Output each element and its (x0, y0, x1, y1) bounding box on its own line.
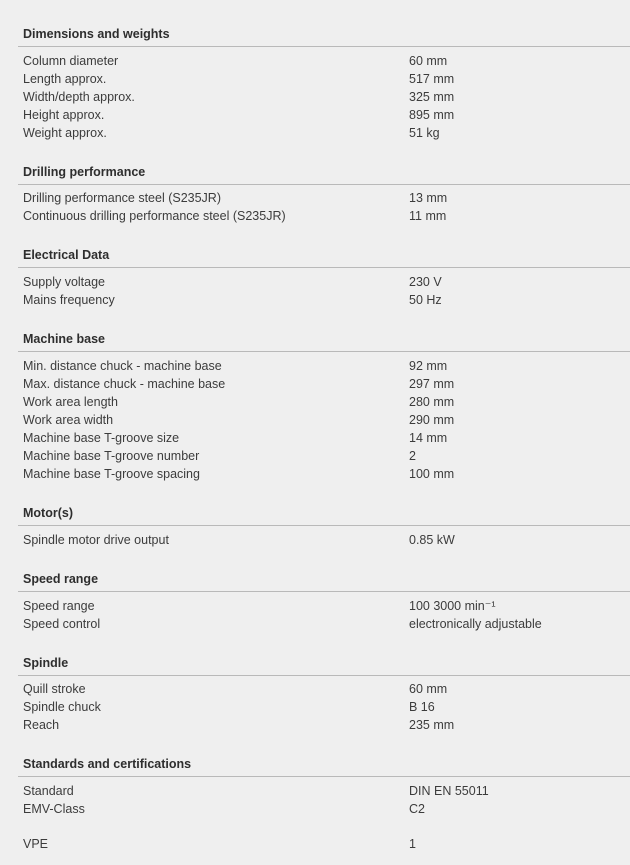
spec-label: Work area width (23, 413, 114, 427)
spec-row (0, 411, 630, 429)
spec-value: 0.85 kW (409, 533, 455, 547)
spec-row (0, 429, 630, 447)
section-divider (18, 184, 630, 185)
spec-row (0, 52, 630, 70)
spec-row (0, 357, 630, 375)
spec-row (0, 615, 630, 633)
spec-label: Machine base T-groove spacing (23, 467, 200, 481)
spec-label: Speed control (23, 617, 101, 631)
spec-label: Reach (23, 718, 60, 732)
spec-label: Supply voltage (23, 275, 106, 289)
spec-value: 13 mm (409, 191, 448, 205)
spec-value: 517 mm (409, 72, 455, 86)
spec-label: Column diameter (23, 54, 119, 68)
spec-label: Height approx. (23, 108, 105, 122)
spec-row (0, 680, 630, 698)
spec-label: Max. distance chuck - machine base (23, 377, 226, 391)
section-title-drilling: Drilling performance (23, 165, 146, 179)
spec-row (0, 273, 630, 291)
spec-value: 1 (409, 837, 416, 851)
section-title-electrical: Electrical Data (23, 248, 110, 262)
spec-value: 50 Hz (409, 293, 442, 307)
spec-row (0, 189, 630, 207)
spec-label: Machine base T-groove size (23, 431, 180, 445)
section-title-machine-base: Machine base (23, 332, 105, 346)
spec-value: B 16 (409, 700, 435, 714)
spec-row (0, 88, 630, 106)
spec-label: Weight approx. (23, 126, 107, 140)
spec-value: 2 (409, 449, 416, 463)
section-title-dimensions: Dimensions and weights (23, 27, 170, 41)
spec-label: Length approx. (23, 72, 107, 86)
spec-value: 297 mm (409, 377, 455, 391)
spec-row (0, 782, 630, 800)
section-title-standards: Standards and certifications (23, 757, 192, 771)
spec-row (0, 716, 630, 734)
spec-label: Work area length (23, 395, 118, 409)
spec-label: Machine base T-groove number (23, 449, 200, 463)
spec-value: 51 kg (409, 126, 440, 140)
spec-label: Quill stroke (23, 682, 86, 696)
spec-label: Min. distance chuck - machine base (23, 359, 222, 373)
spec-label: Standard (23, 784, 74, 798)
spec-label: Continuous drilling performance steel (S235JR) (23, 209, 286, 223)
spec-value: 60 mm (409, 54, 448, 68)
spec-row (0, 531, 630, 549)
spec-row (0, 465, 630, 483)
spec-value: 325 mm (409, 90, 455, 104)
spec-value: 290 mm (409, 413, 455, 427)
spec-label: Spindle motor drive output (23, 533, 169, 547)
spec-row (0, 447, 630, 465)
spec-label: EMV-Class (23, 802, 85, 816)
spec-row (0, 800, 630, 818)
section-divider (18, 46, 630, 47)
section-divider (18, 591, 630, 592)
section-title-spindle: Spindle (23, 656, 69, 670)
spec-value: 280 mm (409, 395, 455, 409)
spec-value: 92 mm (409, 359, 448, 373)
spec-label: Speed range (23, 599, 95, 613)
section-title-motor: Motor(s) (23, 506, 73, 520)
spec-value: C2 (409, 802, 425, 816)
spec-row (0, 70, 630, 88)
section-title-speed-range: Speed range (23, 572, 99, 586)
spec-row (0, 106, 630, 124)
spec-label: Width/depth approx. (23, 90, 135, 104)
section-divider (18, 351, 630, 352)
spec-label: Drilling performance steel (S235JR) (23, 191, 221, 205)
spec-value: DIN EN 55011 (409, 784, 489, 798)
spec-value: 100 mm (409, 467, 455, 481)
spec-row (0, 291, 630, 309)
section-divider (18, 267, 630, 268)
spec-row (0, 835, 630, 853)
spec-row (0, 375, 630, 393)
spec-value: 100 3000 min⁻¹ (409, 599, 496, 613)
spec-row (0, 124, 630, 142)
spec-label: Mains frequency (23, 293, 115, 307)
spec-value: 60 mm (409, 682, 448, 696)
spec-row (0, 698, 630, 716)
section-divider (18, 525, 630, 526)
spec-value: 11 mm (409, 209, 447, 223)
spec-value: 235 mm (409, 718, 455, 732)
section-divider (18, 776, 630, 777)
spec-value: 895 mm (409, 108, 455, 122)
spec-label: VPE (23, 837, 49, 851)
spec-label: Spindle chuck (23, 700, 101, 714)
spec-row (0, 597, 630, 615)
spec-row (0, 393, 630, 411)
section-divider (18, 675, 630, 676)
spec-value: electronically adjustable (409, 617, 542, 631)
spec-value: 14 mm (409, 431, 448, 445)
spec-value: 230 V (409, 275, 442, 289)
spec-row (0, 207, 630, 225)
